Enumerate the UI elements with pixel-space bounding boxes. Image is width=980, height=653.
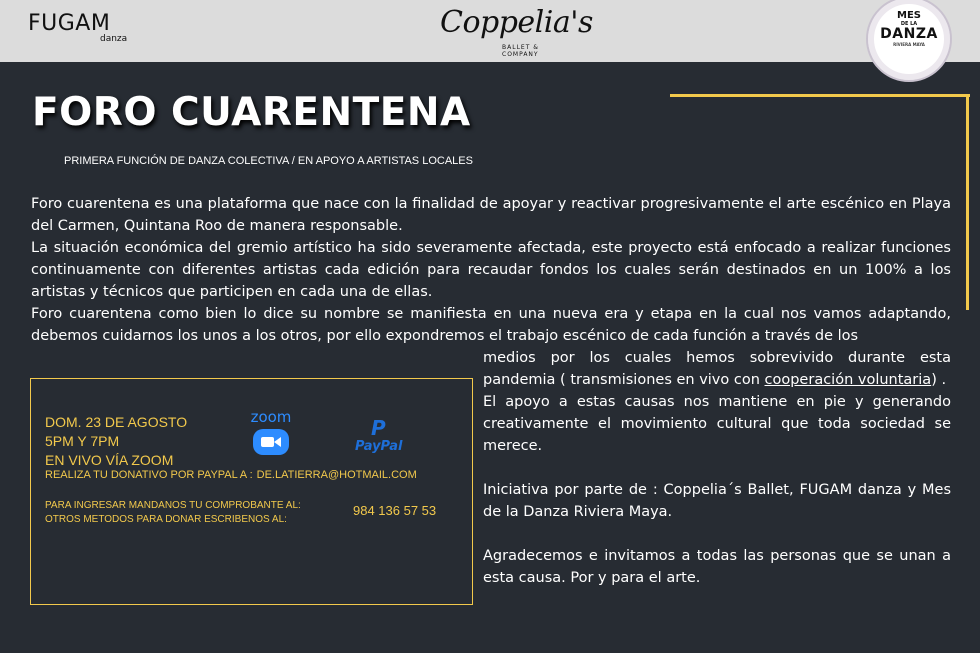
donate-line [45, 469, 417, 481]
description-paragraph-2: La situación económica del gremio artístico ha sido severamente afectada, este proyecto está enfocado a realizar funciones continuamente con diferentes artistas cada edición para recaudar fondos los cuales serán destinados en un 100% a los artistas y técnicos que participen en cada una de ellas. [31, 240, 951, 300]
zoom-camera-icon [253, 429, 289, 455]
paypal-wordmark: PayPal [355, 439, 403, 454]
accent-line-right [966, 94, 969, 310]
event-time: 5PM Y 7PM [45, 433, 120, 449]
paypal-icon: P [371, 416, 386, 440]
mes-logo-line4: RIVIERA MAYA [893, 42, 925, 47]
zoom-wordmark: zoom [250, 408, 292, 426]
other-methods [45, 499, 301, 527]
paragraph-spacer [483, 523, 951, 545]
coppelia-logo-text: Coppelia's [440, 5, 593, 40]
description-paragraph-4: El apoyo a estas causas nos mantiene en pie y generando creativamente el movimiento cultural que toda sociedad se merece. [483, 394, 951, 454]
mes-logo-line3: DANZA [880, 26, 938, 42]
zoom-logo [247, 409, 295, 459]
mes-de-la-danza-logo [866, 0, 952, 66]
mes-logo-text [866, 10, 952, 48]
send-receipt-label: PARA INGRESAR MANDANOS TU COMPROBANTE AL: [45, 500, 301, 511]
other-methods-label: OTROS METODOS PARA DONAR ESCRIBENOS AL: [45, 514, 287, 525]
event-live: EN VIVO VÍA ZOOM [45, 452, 174, 468]
mes-logo-line1: MES [897, 10, 921, 21]
fugam-logo-text: FUGAM [28, 11, 111, 36]
accent-line-top [670, 94, 970, 97]
paypal-logo [353, 417, 405, 457]
paragraph-spacer [483, 457, 951, 479]
paragraph-3-continued-a: medios por los cuales hemos sobrevivido durante esta pandemia ( transmisiones en vivo con [483, 350, 951, 388]
coppelia-logo-subtext: BALLET & COMPANY [502, 44, 539, 58]
header-bar [0, 0, 980, 62]
event-info-box [30, 378, 473, 605]
contact-phone[interactable]: 984 136 57 53 [353, 503, 437, 518]
fugam-logo [28, 11, 128, 44]
description-paragraph-1: Foro cuarentena es una plataforma que nace con la finalidad de apoyar y reactivar progresivamente el arte escénico en Playa del Carmen, Quintana Roo de manera responsable. [31, 196, 951, 234]
zoom-camera-body [261, 437, 274, 447]
event-details [45, 413, 187, 470]
mes-logo-line2: DE LA [900, 21, 918, 27]
zoom-camera-lens [274, 437, 281, 447]
event-date: DOM. 23 DE AGOSTO [45, 414, 188, 430]
fugam-logo-subtext: danza [100, 34, 128, 44]
page-title: FORO CUARENTENA [32, 90, 471, 135]
description-paragraph-3: Foro cuarentena como bien lo dice su nombre se manifiesta en una nueva era y etapa en la cual nos vamos adaptando, debemos cuidarnos los unos a los otros, por ello expondremos el trabajo escénico de cada función a través de los [31, 306, 951, 344]
paragraph-3-continued-b: ) . [931, 372, 947, 388]
right-column-text [483, 347, 951, 589]
description-paragraph-3-continued [483, 347, 951, 391]
donate-label: REALIZA TU DONATIVO POR PAYPAL A : [45, 469, 253, 481]
main-description [31, 193, 951, 347]
description-paragraph-6: Agradecemos e invitamos a todas las personas que se unan a esta causa. Por y para el arte. [483, 548, 951, 586]
cooperacion-voluntaria-link[interactable]: cooperación voluntaria [764, 372, 932, 388]
coppelia-logo [440, 5, 593, 58]
description-paragraph-5: Iniciativa por parte de : Coppelia´s Ballet, FUGAM danza y Mes de la Danza Riviera Maya. [483, 482, 951, 520]
donate-email[interactable]: DE.LATIERRA@HOTMAIL.COM [256, 469, 417, 481]
page-subtitle: PRIMERA FUNCIÓN DE DANZA COLECTIVA / EN APOYO A ARTISTAS LOCALES [64, 155, 473, 167]
